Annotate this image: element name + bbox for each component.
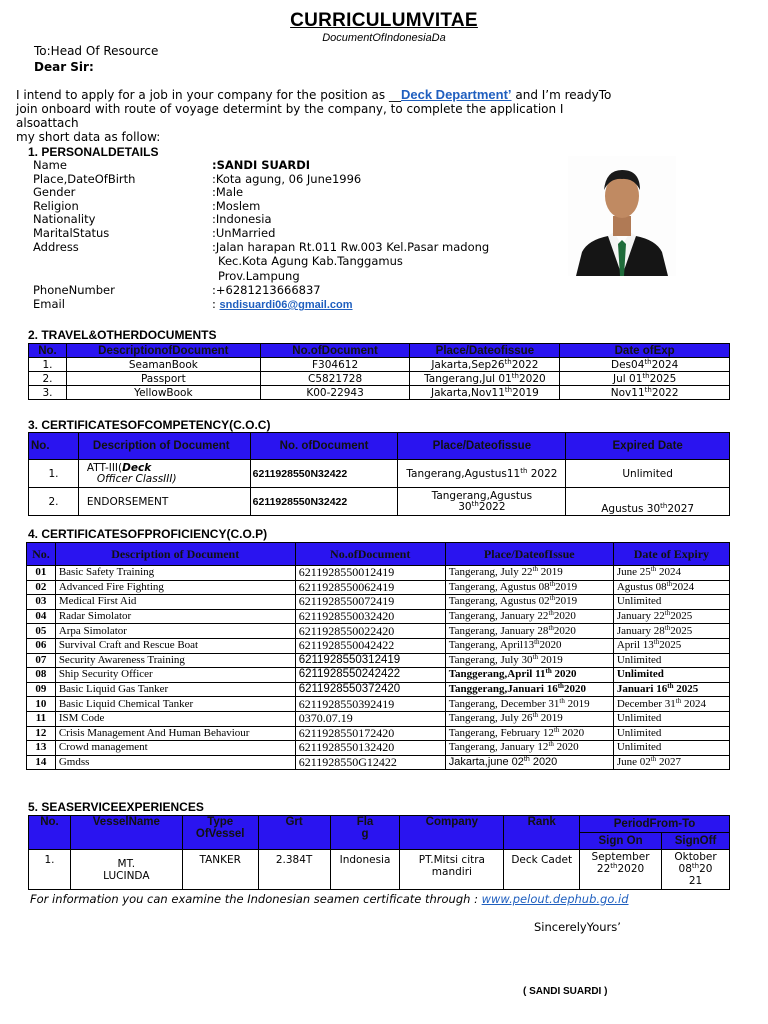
- email-link[interactable]: sndisuardi06@gmail.com: [219, 299, 353, 311]
- table-row: 2. Passport C5821728 Tangerang,Jul 01th2020 Jul 01th2025: [29, 372, 730, 386]
- personal-value: :UnMarried: [212, 226, 276, 240]
- table-row: 11 ISM Code 0370.07.19 Tangerang, July 26th 2019 Unlimited: [27, 711, 730, 726]
- cop-heading: 4. CERTIFICATESOFPROFICIENCY(C.O.P): [28, 527, 268, 541]
- coc-table: [28, 432, 730, 516]
- coc-heading: 3. CERTIFICATESOFCOMPETENCY(C.O.C): [28, 418, 271, 432]
- phone-label: PhoneNumber: [33, 283, 115, 297]
- phone-value: :+6281213666837: [212, 283, 321, 297]
- personal-label: MaritalStatus: [33, 226, 110, 240]
- table-row: 12 Crisis Management And Human Behaviour 6211928550172420 Tangerang, February 12th 2020 Unlimited: [27, 726, 730, 741]
- sea-service-table: No. VesselName Type OfVessel Grt Fla g Company Rank PeriodFrom-To Sign On SignOff 1. MT. LUCINDA TANKER 2.384T Indonesia PT.Mitsi citra mandiri Deck Cadet September 22th2020 Oktober 08th20 21: [28, 815, 730, 890]
- salutation: Dear Sir:: [34, 60, 94, 74]
- table-row: 05 Arpa Simolator 6211928550022420 Tangerang, January 28th2020 January 28th2025: [27, 624, 730, 639]
- travel-documents-table: [28, 343, 730, 400]
- info-note: For information you can examine the Indonesian seamen certificate through : www.pelout.dephub.go.id: [30, 892, 629, 906]
- closing: SincerelyYours’: [534, 920, 621, 934]
- personal-label: Nationality: [33, 212, 96, 227]
- personal-value: :Male: [212, 185, 244, 200]
- personal-label: Gender: [33, 185, 76, 200]
- address-line-2: Kec.Kota Agung Kab.Tanggamus: [218, 254, 403, 268]
- personal-heading: 1. PERSONALDETAILS: [28, 145, 159, 159]
- table-header-row: No. Description of Document No. ofDocument Place/Dateofissue Expired Date: [29, 433, 730, 460]
- table-row: 08 Ship Security Officer 6211928550242422 Tanggerang,April 11th 2020 Unlimited: [27, 668, 730, 683]
- travel-heading: 2. TRAVEL&OTHERDOCUMENTS: [28, 328, 217, 342]
- table-row: 06 Survival Craft and Rescue Boat 6211928550042422 Tangerang, April13th2020 April 13th2025: [27, 638, 730, 653]
- document-subtitle: DocumentOfIndonesiaDa: [322, 32, 446, 44]
- table-row: 03 Medical First Aid 6211928550072419 Tangerang, Agustus 02th2019 Unlimited: [27, 595, 730, 610]
- table-row: 1. ATT-III(Deck Officer ClassIII) 6211928550N32422 Tangerang,Agustus11th 2022 Unlimited: [29, 460, 730, 488]
- address-line-3: Prov.Lampung: [218, 269, 300, 283]
- personal-value: :Kota agung, 06 June1996: [212, 171, 362, 186]
- personal-label: Address: [33, 239, 79, 254]
- sea-heading: 5. SEASERVICEEXPERIENCES: [28, 800, 204, 814]
- table-header-row: No. DescriptionofDocument No.ofDocument Place/Dateofissue Date ofExp: [29, 344, 730, 358]
- personal-label: Name: [33, 158, 67, 172]
- table-row: 1. MT. LUCINDA TANKER 2.384T Indonesia PT.Mitsi citra mandiri Deck Cadet September 22th2020 Oktober 08th20 21: [29, 850, 730, 890]
- document-title: CURRICULUMVITAE: [290, 10, 478, 31]
- table-row: 10 Basic Liquid Chemical Tanker 6211928550392419 Tangerang, December 31th 2019 December 31th 2024: [27, 697, 730, 712]
- personal-value: :SANDI SUARDI: [212, 158, 311, 172]
- table-header-row: No. VesselName Type OfVessel Grt Fla g Company Rank PeriodFrom-To: [29, 816, 730, 833]
- personal-label: Place,DateOfBirth: [33, 171, 136, 186]
- table-row: 07 Security Awareness Training 6211928550312419 Tangerang, July 30th 2019 Unlimited: [27, 653, 730, 668]
- table-row: 14 Gmdss 6211928550G12422 Jakarta,june 02th 2020 June 02th 2027: [27, 755, 730, 770]
- profile-photo: [568, 156, 676, 276]
- intro-paragraph: I intend to apply for a job in your company for the position as __Deck Department’ and I’m readyTo join onboard with route of voyage determint by the company, to complete the application I alsoattach my short data as follow:: [16, 87, 612, 144]
- table-row: 09 Basic Liquid Gas Tanker 6211928550372420 Tanggerang,Januari 16th2020 Januari 16th 2025: [27, 682, 730, 697]
- email-value: : sndisuardi06@gmail.com: [212, 297, 353, 311]
- signature-name: ( SANDI SUARDI ): [523, 986, 608, 997]
- table-row: 1. SeamanBook F304612 Jakarta,Sep26th2022 Des04th2024: [29, 358, 730, 372]
- personal-value: :Jalan harapan Rt.011 Rw.003 Kel.Pasar madong: [212, 239, 490, 254]
- cop-table: [26, 542, 730, 770]
- person-photo-icon: [568, 156, 676, 276]
- table-row: 2. ENDORSEMENT 6211928550N32422 Tangerang,Agustus 30th2022 Agustus 30th2027: [29, 488, 730, 516]
- recipient: To:Head Of Resource: [34, 44, 159, 58]
- personal-value: :Indonesia: [212, 212, 272, 227]
- personal-value: :Moslem: [212, 198, 261, 213]
- table-header-row: No. Description of Document No.ofDocument Place/DateofIssue Date of Expiry: [27, 543, 730, 566]
- table-row: 02 Advanced Fire Fighting 6211928550062419 Tangerang, Agustus 08th2019 Agustus 08th2024: [27, 580, 730, 595]
- table-row: 01 Basic Safety Training 6211928550012419 Tangerang, July 22th 2019 June 25th 2024: [27, 566, 730, 581]
- personal-label: Religion: [33, 198, 79, 213]
- pelaut-link[interactable]: www.pelout.dephub.go.id: [481, 892, 629, 906]
- table-row: 13 Crowd management 6211928550132420 Tangerang, January 12th 2020 Unlimited: [27, 741, 730, 756]
- email-label: Email: [33, 297, 65, 311]
- table-row: 3. YellowBook K00-22943 Jakarta,Nov11th2019 Nov11th2022: [29, 386, 730, 400]
- table-row: 04 Radar Simolator 6211928550032420 Tangerang, January 22th2020 January 22th2025: [27, 609, 730, 624]
- position-applied: Deck Department’: [400, 87, 512, 102]
